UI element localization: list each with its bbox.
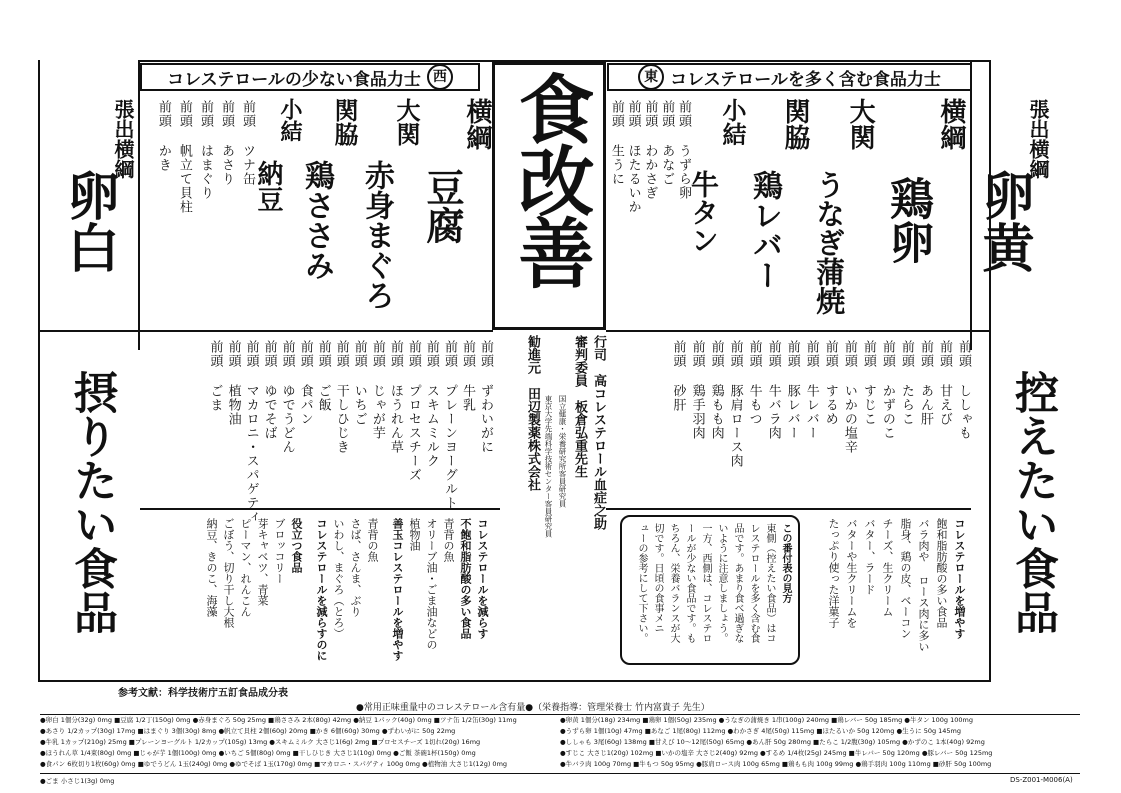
east-mae-6: 前頭 いかの塩辛 [841,340,857,454]
west-ozeki [360,98,420,330]
west-maegashira-upper [142,100,254,260]
left-box-line-15: 納豆、きのこ、海藻 [205,518,218,617]
east-maegashira-upper-0: 前頭 うずら卵 [676,100,691,200]
footer-right-row-1: ●うずら卵 1個(10g) 47mg ■あなご 1尾(80g) 112mg ●わかさぎ 4尾(50g) 115mg ■ほたるいか 50g 120mg ●生うに 50g 145mg [560,727,962,735]
footer-left-row-0: ●卵白 1個分(32g) 0mg ■豆腐 1/2丁(150g) 0mg ●赤身まぐろ 50g 25mg ■鶏ささみ 2本(80g) 42mg ●納豆 1パック(40g) 0mg ■ツナ缶 1/2缶(30g) 11mg [40,716,517,724]
east-haridashi-name: 卵黄 [973,169,1033,273]
west-mae-2: 前頭 プレーンヨーグルト [441,340,457,510]
gyoji: 行司 高コレステロール血症之助 [591,335,606,530]
left-box-line-12: 芽キャベツ、青菜 [256,518,269,606]
west-maegashira-upper-0: 前頭 ツナ缶 [240,100,255,186]
west-komusubi-rank: 小結 [277,98,302,142]
left-box-line-11: ブロッコリー [273,518,286,584]
west-maegashira-upper-1: 前頭 あさり [218,100,234,186]
left-box-line-0: コレステロールを減らす [476,518,489,639]
footer-right-row-3: ●すじこ 大さじ1(20g) 102mg ■いかの塩辛 大さじ2(40g) 92mg ●するめ 1/4枚(25g) 245mg ■牛レバー 50g 120mg ●豚レバー 50g 125mg [560,749,993,757]
east-mae-8: 前頭 牛レバー [803,340,819,440]
left-box-line-4: 植物油 [408,518,421,551]
west-komusubi-name: 納豆 [253,160,283,212]
guide-line-6: ちろん、栄養バランスが大 [668,523,679,643]
footer-left-row-1: ●あさり 1/2カップ(30g) 17mg ■はまぐり 3個(30g) 8mg ●帆立て貝柱 2個(60g) 20mg ■かき 6個(60g) 30mg ●ずわいがに 50g 22mg [40,727,456,735]
footer-right-row-2: ●ししゃも 3尾(60g) 138mg ■甘えび 10〜12尾(50g) 65mg ●あん肝 50g 280mg ■たらこ 1/2腹(30g) 105mg ●かずのこ 1本(40g) 92mg [560,738,985,746]
east-mae-12: 前頭 豚肩ロース肉 [727,340,743,468]
side-right-title: 控えたい食品 [1007,370,1058,634]
right-box-line-2: バラ肉や ロース肉に多い [917,518,930,652]
guide-line-8: ューの参考にして下さい。 [636,523,647,643]
east-maegashira-upper-2: 前頭 わかさぎ [642,100,658,200]
east-sekiwake-rank: 関脇 [780,98,810,150]
east-yokozuna-rank: 横綱 [936,98,966,150]
east-mae-2: 前頭 あん肝 [917,340,933,426]
west-maegashira-upper-4: 前頭 かき [155,100,171,172]
east-mae-14: 前頭 鶏手羽肉 [689,340,705,440]
left-box-line-9: コレステロールを減らすのに [315,518,328,661]
west-maegashira-upper-3: 前頭 帆立て貝柱 [176,100,192,214]
east-mae-1: 前頭 甘えび [936,340,952,426]
right-box-line-1: 飽和脂肪酸の多い食品 [935,518,948,628]
right-box-line-3: 脂身、鶏の皮、ベーコン [899,518,912,639]
footer-left-row-4: ●食パン 6枚切り1枚(60g) 0mg ■ゆでうどん 1玉(240g) 0mg ●ゆでそば 1玉(170g) 0mg ■マカロニ・スパゲティ 100g 0mg ●植物油 大さじ1(12g) 0mg [40,760,508,768]
east-mae-4: 前頭 かずのこ [879,340,895,440]
guide-box [620,515,800,665]
east-maegashira-upper [606,100,690,260]
west-haridashi-rank: 張出横綱 [111,99,135,179]
left-box-line-10: 役立つ食品 [290,518,303,573]
west-yokozuna-rank: 横綱 [462,98,492,150]
right-box-line-4: チーズ、生クリーム [881,518,894,617]
footer-right-row-4: ●牛バラ肉 100g 70mg ■牛もつ 50g 95mg ●豚肩ロース肉 100g 65mg ■鶏もも肉 100g 99mg ●鶏手羽肉 100g 110mg ■砂肝 50g 100mg [560,760,992,768]
left-box-line-6: 青背の魚 [366,518,379,562]
west-mae-5: 前頭 ほうれん草 [387,340,403,454]
west-maegashira-upper-2: 前頭 はまぐり [197,100,213,200]
left-info-box [150,518,490,668]
left-box-line-13: ピーマン、れんこん [239,518,252,617]
west-mae-10: 前頭 食パン [297,340,313,426]
east-mae-3: 前頭 たらこ [898,340,914,426]
side-left-title: 摂りたい食品 [66,370,117,634]
west-mae-8: 前頭 干しひじき [333,340,349,454]
east-komusubi-name: 牛タン [687,170,720,254]
guide-line-2: 品です。あまり食べ過ぎな [732,523,743,643]
east-mae-0: 前頭 ししゃも [956,340,971,440]
reference-note: 参考文献：科学技術庁五訂食品成分表 [118,688,288,699]
footer-left-row-5: ●ごま 小さじ1(3g) 0mg [40,777,115,785]
shinpan-note-1: 国立健康・栄養研究所客員研究員 [558,395,567,508]
east-mae-5: 前頭 すじこ [860,340,876,426]
west-mae-7: 前頭 いちご [351,340,367,426]
west-top-ranks [253,98,492,330]
west-mae-13: 前頭 マカロニ・スパゲティ [243,340,259,524]
right-info-box [822,518,967,668]
east-mae-7: 前頭 するめ [822,340,838,426]
left-box-line-2: 青背の魚 [442,518,455,562]
right-box-line-0: コレステロールを増やす [953,518,966,639]
east-sekiwake [748,98,810,330]
east-ozeki [812,98,875,330]
west-mae-14: 前頭 植物油 [225,340,241,426]
east-maegashira-upper-1: 前頭 あなご [659,100,675,186]
east-mae-9: 前頭 豚レバー [784,340,800,440]
west-sekiwake [299,98,358,330]
east-sekiwake-name: 鶏レバー [747,170,782,290]
officials-block [500,335,606,655]
west-header-text: コレステロールの少ない食品力士 [167,69,421,90]
east-mae-11: 前頭 牛もつ [746,340,762,426]
guide-box-inner [628,523,792,659]
left-box-line-7: さば、さんま、ぶり [349,518,362,617]
footer-right-row-0: ●卵黄 1個分(18g) 234mg ■鶏卵 1個(50g) 235mg ●うなぎの蒲焼き 1串(100g) 240mg ■鶏レバー 50g 185mg ●牛タン 100g 100mg [560,716,973,724]
east-side-line [970,60,972,350]
right-box-line-5: バター、ラード [863,518,876,595]
west-maegashira-lower [140,340,493,524]
east-yokozuna-name: 鶏卵 [882,176,933,264]
left-box-line-8: いわし、まぐろ（とろ） [332,518,345,639]
shinpan-note-2: 東京大学先端科学技術センター客員研究員 [544,395,553,538]
guide-line-7: 切です。日頃の食事メニ [652,523,663,633]
west-haridashi [60,95,140,335]
west-mae-9: 前頭 ご飯 [315,340,331,412]
right-box-line-7: たっぷり使った洋菓子 [827,518,840,628]
west-yokozuna-name: 豆腐 [420,168,464,244]
guide-line-4: 一方、西側は、コレステロ [700,523,711,643]
lower-divider-right [606,508,971,510]
footer-left-row-2: ●牛乳 1カップ(210g) 25mg ■プレーンヨーグルト 1/2カップ(105g) 13mg ●スキムミルク 大さじ1(6g) 2mg ■プロセスチーズ 1切れ(20g) 16mg [40,738,481,746]
west-mae-3: 前頭 スキムミルク [423,340,439,468]
left-box-line-3: オリーブ油・ごま油などの [425,518,438,650]
west-sekiwake-rank: 関脇 [330,98,358,146]
guide-line-3: いように注意しましょう。 [716,523,727,643]
east-yokozuna [877,98,968,330]
west-mae-4: 前頭 プロセスチーズ [405,340,421,482]
west-haridashi-name: 卵白 [58,169,118,273]
footer-note: ●常用正味重量中のコレステロール含有量●（栄養指導：管理栄養士 竹内富貴子 先生） [356,703,710,713]
west-ozeki-rank: 大関 [392,98,420,146]
guide-line-0: 東側（控えたい食品）はコ [764,523,775,643]
east-maegashira-upper-4: 前頭 生うに [608,100,624,186]
east-header-text: コレステロールを多く含む食品力士 [670,69,941,90]
west-komusubi [253,98,302,330]
west-header [140,63,480,91]
east-haridashi [975,95,1055,335]
guide-line-1: レステロールを多く含む食 [748,523,759,643]
east-komusubi [687,98,746,330]
east-maegashira-lower [606,340,970,505]
west-mae-11: 前頭 ゆでうどん [279,340,295,454]
east-maegashira-upper-3: 前頭 ほたるいか [625,100,641,214]
east-ozeki-name: うなぎ蒲焼 [812,170,847,315]
east-mae-15: 前頭 砂肝 [670,340,686,412]
east-mae-13: 前頭 鶏もも肉 [708,340,724,440]
guide-title: この番付表の見方 [780,523,791,603]
east-mae-10: 前頭 牛バラ肉 [765,340,781,440]
left-box-line-5: 善玉コレステロールを増やす [391,518,404,661]
top-left-corner [38,60,138,100]
west-yokozuna [422,98,492,330]
west-mae-1: 前頭 牛乳 [459,340,475,412]
page-title: 食改善 [506,70,595,286]
right-box-line-6: バターや生クリームを [845,518,858,628]
kanjin: 勧進元 田辺製薬株式会社 [525,335,540,491]
west-ozeki-name: 赤身まぐろ [359,160,394,310]
west-mae-12: 前頭 ゆでそば [261,340,277,440]
east-ozeki-rank: 大関 [845,98,876,150]
left-box-line-14: ごぼう、切り干し大根 [222,518,235,628]
left-box-line-1: 不飽和脂肪酸の多い食品 [459,518,472,639]
east-top-ranks [687,98,968,330]
guide-line-5: ールが少ない食品です。も [684,523,695,643]
west-sekiwake-name: 鶏ささみ [299,160,334,280]
footer-right-col [560,715,1080,773]
east-haridashi-rank: 張出横綱 [1026,99,1050,179]
footer-table [40,714,1080,774]
upper-divider-right [606,330,991,332]
east-header [607,63,972,91]
west-mae-0: 前頭 ずわいがに [478,340,493,454]
shinpan: 審判委員 板倉弘重先生 [572,335,587,478]
west-mae-15: 前頭 ごま [207,340,223,412]
east-komusubi-rank: 小結 [718,98,746,146]
serial-number: DS-Z001-M006(A) [1010,776,1073,784]
footer-left-col [40,715,550,773]
west-mae-6: 前頭 じゃが芋 [369,340,385,440]
footer-left-row-3: ●ほうれん草 1/4束(80g) 0mg ■じゃが芋 1個(100g) 0mg ●いちご 5個(80g) 0mg ■干しひじき 大さじ1(10g) 0mg ●ご飯 茶碗1杯(150g) 0mg [40,749,476,757]
west-badge: 西 [427,64,453,90]
east-badge: 東 [638,64,664,90]
